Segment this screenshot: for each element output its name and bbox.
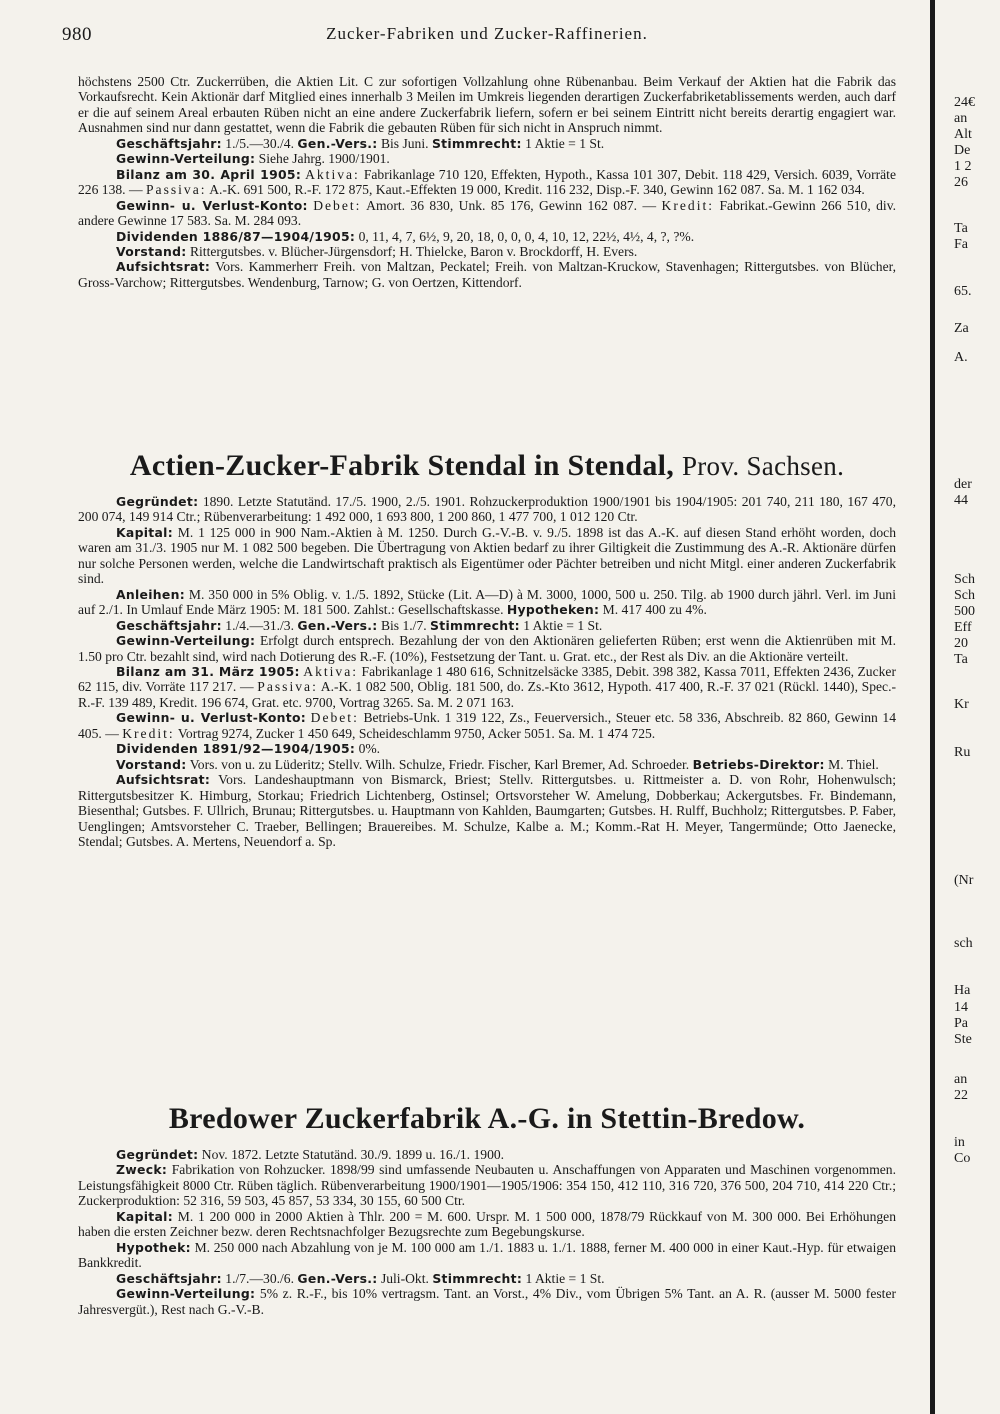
edge-fragment: Fa (954, 237, 968, 252)
paragraph-geschaeftsjahr (78, 136, 896, 151)
paragraph-gewinn-verteilung (78, 633, 896, 664)
gewinn-verteilung-value: 5% z. R.-F., bis 10% vertragsm. Tant. an Vorst., 4% Div., vom Übrigen 5% Tant. an A. R. (ausser M. 5000 fester Jahresvergüt.), Rest nach G.-V.-B. (78, 1286, 896, 1317)
gewinn-verteilung-value: Erfolgt durch entsprech. Bezahlung der von den Aktionären gelieferten Rüben; erst wenn die Aktienrüben mit M. 1.50 pro Ctr. bezahlt sind, wird nach Dotierung des R.-F. (10%), Festsetzung der Tant. u. Grat. etc., der Rest als Div. an die Aktionäre verteilt. (78, 633, 896, 664)
kapital-value: M. 1 125 000 in 900 Nam.-Aktien à M. 1250. Durch G.-V.-B. v. 9./5. 1898 ist das A.-K. auf diesen Stand erhöht worden, doch waren am 31./3. 1905 nur M. 1 082 500 begeben. Die Übertragung von Aktien bedarf zu ihrer Giltigkeit die Zustimmung des A.-R. Aktionäre dürfen nur solche Personen werden, welche die Landwirtschaft praktisch als Eigentümer oder Pächter betreiben und nicht Mitgl. einer anderen Zuckerfabrik sind. (78, 524, 896, 587)
geschaeftsjahr-label: Geschäftsjahr: (116, 1270, 222, 1286)
company-title-province: Prov. Sachsen. (681, 451, 845, 481)
gen-vers-value: Juli-Okt. (380, 1270, 429, 1286)
betriebs-direktor-label: Betriebs-Direktor: (692, 756, 825, 772)
gen-vers-value: Bis Juni. (380, 135, 429, 151)
gewinn-verteilung-label: Gewinn-Verteilung: (116, 633, 256, 649)
stimmrecht-label: Stimmrecht: (430, 617, 520, 633)
edge-fragment: 22 (954, 1088, 968, 1103)
hypotheken-label: Hypotheken: (506, 602, 600, 618)
debet-text: Betriebs-Unk. 1 319 122, Zs., Feuerversich., Steuer etc. 58 336, Abschreib. 82 860, Gewinn 14 405. — (78, 710, 896, 741)
edge-fragment: 65. (954, 284, 972, 299)
kredit-text: Fabrikat.-Gewinn 266 510, div. andere Gewinne 17 583. Sa. M. 284 093. (78, 197, 897, 229)
geschaeftsjahr-value: 1./4.—31./3. (225, 617, 295, 633)
paragraph-zweck (78, 1162, 896, 1208)
edge-fragment: Pa (954, 1016, 968, 1031)
kredit-text: Vortrag 9274, Zucker 1 450 649, Scheideschlamm 9750, Acker 5051. Sa. M. 1 474 725. (177, 725, 656, 741)
edge-fragment: der (954, 477, 972, 492)
edge-fragment: Sch (954, 572, 975, 587)
gv-konto-label: Gewinn- u. Verlust-Konto: (116, 197, 308, 213)
hypothek-label: Hypothek: (116, 1239, 191, 1255)
debet-label: Debet: (310, 710, 359, 726)
edge-fragment: 24€ (954, 95, 975, 110)
paragraph-gewinn-verlust (78, 198, 896, 229)
edge-fragment: sch (954, 936, 973, 951)
aktiva-text: Fabrikanlage 710 120, Effekten, Hypoth., Kassa 101 307, Debit. 118 429, Versich. 6039, Vorräte 226 138. — (78, 166, 896, 198)
section-bredow (78, 1147, 896, 1317)
geschaeftsjahr-value: 1./5.—30./4. (225, 135, 295, 151)
paragraph-gegruendet (78, 1147, 896, 1162)
vorstand-label: Vorstand: (116, 243, 187, 259)
edge-fragment: an (954, 111, 968, 126)
zweck-value: Fabrikation von Rohzucker. 1898/99 sind umfassende Neubauten u. Anschaffungen von Apparaten und Maschinen vorgenommen. Leistungsfähigkeit 8000 Ctr. Rüben täglich. Rübenverarbeitung 1900/1901—1905/1906: 354 150, 412 110, 316 720, 376 500, 204 710, 414 220 Ctr.; Zuckerproduktion: 52 316, 59 503, 45 857, 53 334, 30 155, 60 500 Ctr. (78, 1162, 897, 1209)
page-gutter-rule (930, 0, 935, 1414)
kapital-label: Kapital: (116, 524, 173, 540)
bilanz-label: Bilanz am 30. April 1905: (116, 166, 302, 182)
edge-fragment: Ru (954, 745, 971, 760)
debet-text: Amort. 36 830, Unk. 85 176, Gewinn 162 087. — (366, 197, 657, 213)
paragraph-gegruendet (78, 494, 896, 525)
edge-fragment: Alt (954, 127, 972, 142)
edge-fragment: Kr (954, 697, 969, 712)
dividenden-value: 0%. (358, 741, 381, 757)
vorstand-value: Rittergutsbes. v. Blücher-Jürgensdorf; H. Thielcke, Baron v. Brockdorff, H. Evers. (189, 243, 638, 259)
gv-konto-label: Gewinn- u. Verlust-Konto: (116, 710, 307, 726)
gegruendet-value: Nov. 1872. Letzte Statutänd. 30./9. 1899 u. 16./1. 1900. (201, 1147, 505, 1162)
gegruendet-value: 1890. Letzte Statutänd. 17./5. 1900, 2./5. 1901. Rohzuckerproduktion 1900/1901 bis 1904/1905: 201 740, 211 180, 167 470, 200 074, 149 914 Ctr.; Rübenverarbeitung: 1 492 000, 1 693 800, 1 200 860, 1 477 700, 1 012 120 Ctr. (78, 494, 896, 525)
vorstand-label: Vorstand: (116, 756, 187, 772)
paragraph-text: höchstens 2500 Ctr. Zuckerrüben, die Aktien Lit. C zur sofortigen Vollzahlung ohne Rübenanbau. Beim Verkauf der Aktien hat die Fabrik das Vorkaufsrecht. Kein Aktionär darf Mitglied eines innerhalb 3 Meilen im Umkreis liegenden derartigen Zuckerfabriketablissements werden, auch darf er die auf seinem Areal erbauten Rüben nicht an eine andere Zuckerfabrik liefern, sofern er bei seinem Eintritt nicht bereits derartig engagiert war. Ausnahmen sind nur dann gestattet, wenn die Fabrik die gebauten Rüben für sich nicht in Anspruch nimmt. (78, 74, 896, 136)
company-title-main: Actien-Zucker-Fabrik Stendal in Stendal, (129, 449, 675, 482)
paragraph-kapital (78, 1209, 896, 1240)
paragraph-aufsichtsrat (78, 259, 896, 290)
gewinn-verteilung-value: Siehe Jahrg. 1900/1901. (258, 151, 390, 167)
paragraph-aufsichtsrat (78, 772, 896, 849)
kredit-label: Kredit: (122, 725, 175, 741)
aufsichtsrat-value: Vors. Landeshauptmann von Bismarck, Briest; Stellv. Rittergutsbes. u. Rittmeister a. D. von Rohr, Hohenwulsch; Rittergutsbesitzer K. Himburg, Storkau; Friedrich Lichtenberg, Ostinsel; Ortsvorsteher W. Amelung, Dobberkau; Ackergutsbes. Fr. Bindemann, Biesenthal; Gutsbes. F. Ullrich, Brunau; Rittergutsbes. u. Hauptmann von Kahlden, Baumgarten; Gutsbes. H. Rulff, Buchholz; Rittergutsbes. P. Faber, Uenglingen; Amtsvorsteher C. Traeber, Bellingen; Brauereibes. M. Schulze, Kalbe a. M.; Komm.-Rat H. Meyer, Tangermünde; Otto Jaenecke, Stendal; Gutsbes. A. Mertens, Neuendorf a. Sp. (78, 772, 897, 849)
paragraph-bilanz (78, 167, 896, 198)
kredit-label: Kredit: (661, 197, 715, 213)
edge-fragment: 1 2 (954, 159, 972, 174)
edge-fragment: (Nr (954, 873, 974, 888)
adjacent-page-edge (940, 0, 1000, 1414)
gewinn-verteilung-label: Gewinn-Verteilung: (116, 1286, 256, 1302)
passiva-label: Passiva: (257, 679, 318, 695)
company-title-stendal (78, 449, 896, 483)
vorstand-value: Vors. von u. zu Lüderitz; Stellv. Wilh. Schulze, Friedr. Fischer, Karl Bremer, Ad. Schroeder. (189, 756, 690, 772)
kapital-value: M. 1 200 000 in 2000 Aktien à Thlr. 200 = M. 600. Urspr. M. 1 500 000, 1878/79 Rückkauf von M. 300 000. Bei Erhöhungen haben die ersten Zeichner bezw. deren Rechtsnachfolger Bezugsrechte zum Begebungskurse. (78, 1208, 896, 1240)
stimmrecht-label: Stimmrecht: (432, 1270, 523, 1286)
kapital-label: Kapital: (116, 1208, 173, 1224)
paragraph-vorstand (78, 757, 896, 772)
page-header (62, 24, 896, 54)
dividenden-value: 0, 11, 4, 7, 6½, 9, 20, 18, 0, 0, 0, 4, 10, 12, 22½, 4½, 4, ?, ?%. (358, 228, 695, 244)
edge-fragment: Ste (954, 1032, 972, 1047)
page (62, 24, 897, 1317)
paragraph-dividenden (78, 741, 896, 756)
section-stendal (78, 494, 896, 849)
aufsichtsrat-label: Aufsichtsrat: (116, 259, 211, 275)
gegruendet-label: Gegründet: (116, 1147, 199, 1162)
edge-fragment: Ta (954, 221, 968, 236)
page-number: 980 (62, 24, 92, 45)
passiva-text: A.-K. 1 082 500, Oblig. 181 500, do. Zs.-Kto 3612, Hypoth. 417 400, R.-F. 37 021 (Rückl. 1440), Spec.-R.-F. 139 489, Kredit. 196 674, Grat. etc. 9700, Vortrag 3265. Sa. M. 2 071 163. (78, 679, 897, 710)
gen-vers-value: Bis 1./7. (380, 617, 427, 633)
passiva-label: Passiva: (145, 182, 207, 198)
edge-fragment: Co (954, 1151, 971, 1166)
stimmrecht-value: 1 Aktie = 1 St. (525, 135, 605, 151)
edge-fragment: 20 (954, 636, 968, 651)
edge-fragment: A. (954, 350, 968, 365)
edge-fragment: Sch (954, 588, 975, 603)
company-title-bredow: Bredower Zuckerfabrik A.-G. in Stettin-Bredow. (168, 1102, 806, 1135)
stimmrecht-value: 1 Aktie = 1 St. (525, 1270, 605, 1286)
stimmrecht-label: Stimmrecht: (431, 135, 522, 151)
edge-fragment: 14 (954, 1000, 968, 1015)
gewinn-verteilung-label: Gewinn-Verteilung: (116, 151, 256, 167)
edge-fragment: 26 (954, 175, 968, 190)
passiva-text: A.-K. 691 500, R.-F. 172 875, Kaut.-Effekten 19 000, Kredit. 116 232, Disp.-F. 340, Gewinn 162 087. Sa. M. 1 162 034. (209, 182, 865, 198)
zweck-label: Zweck: (116, 1162, 168, 1178)
paragraph-hypothek (78, 1240, 896, 1271)
aktiva-text: Fabrikanlage 1 480 616, Schnitzelsäcke 3385, Debit. 398 382, Kassa 7011, Effekten 2436, Zucker 62 115, div. Vorräte 117 217. — (78, 663, 896, 695)
edge-fragment: 44 (954, 493, 968, 508)
edge-fragment: Eff (954, 620, 972, 635)
paragraph-geschaeftsjahr (78, 618, 896, 633)
running-title: Zucker-Fabriken und Zucker-Raffinerien. (326, 24, 648, 43)
paragraph-geschaeftsjahr (78, 1271, 896, 1286)
aufsichtsrat-value: Vors. Kammerherr Freih. von Maltzan, Peckatel; Freih. von Maltzan-Kruckow, Stavenhagen; Rittergutsbes. von Blücher, Gross-Varchow; Rittergutsbes. Wendenburg, Tarnow; G. von Oertzen, Kittendorf. (78, 259, 897, 290)
hypotheken-value: M. 417 400 zu 4%. (602, 602, 707, 618)
edge-fragment: 500 (954, 604, 975, 619)
section-continuation (78, 74, 896, 290)
edge-fragment: an (954, 1072, 968, 1087)
gen-vers-label: Gen.-Vers.: (297, 617, 378, 633)
aufsichtsrat-label: Aufsichtsrat: (116, 772, 211, 788)
geschaeftsjahr-label: Geschäftsjahr: (116, 617, 222, 633)
debet-label: Debet: (313, 197, 362, 213)
edge-fragment: De (954, 143, 971, 158)
hypothek-value: M. 250 000 nach Abzahlung von je M. 100 000 am 1./1. 1883 u. 1./1. 1888, ferner M. 400 000 in einer Kaut.-Hyp. für etwaigen Bankkredit. (78, 1239, 896, 1271)
geschaeftsjahr-label: Geschäftsjahr: (116, 135, 222, 151)
gen-vers-label: Gen.-Vers.: (297, 1270, 378, 1286)
edge-fragment: in (954, 1135, 965, 1150)
betriebs-direktor-value: M. Thiel. (828, 756, 879, 772)
paragraph-vorstand (78, 244, 896, 259)
geschaeftsjahr-value: 1./7.—30./6. (225, 1270, 295, 1286)
paragraph-gewinn-verteilung (78, 1286, 896, 1317)
anleihen-label: Anleihen: (116, 586, 186, 602)
stimmrecht-value: 1 Aktie = 1 St. (523, 617, 603, 633)
paragraph-dividenden (78, 229, 896, 244)
aktiva-label: Aktiva: (305, 166, 360, 182)
edge-fragment: Ta (954, 652, 968, 667)
anleihen-value: M. 350 000 in 5% Oblig. v. 1./5. 1892, Stücke (Lit. A—D) à M. 3000, 1000, 500 u. 250. Tilg. ab 1900 durch jährl. Verl. im Juni auf 2./1. In Umlauf Ende März 1905: M. 181 500. Zahlst.: Gesellschaftskasse. (78, 586, 896, 618)
paragraph-gewinn-verteilung (78, 151, 896, 166)
gegruendet-label: Gegründet: (116, 494, 199, 509)
paragraph-bilanz (78, 664, 896, 710)
bilanz-label: Bilanz am 31. März 1905: (116, 663, 300, 679)
paragraph-aktien (78, 74, 896, 136)
gen-vers-label: Gen.-Vers.: (297, 135, 378, 151)
dividenden-label: Dividenden 1886/87—1904/1905: (116, 228, 356, 244)
edge-fragment: Za (954, 321, 969, 336)
edge-fragment: Ha (954, 983, 971, 998)
paragraph-anleihen (78, 587, 896, 618)
paragraph-kapital (78, 525, 896, 587)
aktiva-label: Aktiva: (303, 663, 359, 679)
paragraph-gewinn-verlust (78, 710, 896, 741)
dividenden-label: Dividenden 1891/92—1904/1905: (116, 741, 356, 757)
